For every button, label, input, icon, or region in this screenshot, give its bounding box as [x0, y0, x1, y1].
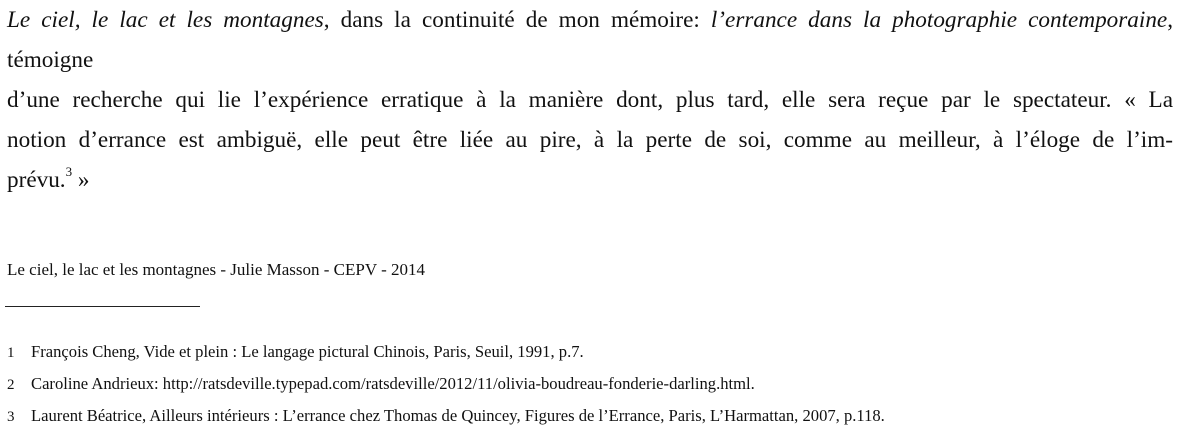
memoir-title: l’errance dans la photographie contemporaine	[710, 7, 1168, 33]
running-footer: Le ciel, le lac et les montagnes - Julie Masson - CEPV - 2014	[7, 260, 425, 279]
footnote-text: François Cheng, Vide et plein : Le langage pictural Chinois, Paris, Seuil, 1991, p.7.	[31, 342, 584, 361]
footnote-item	[7, 400, 885, 432]
footnote-reference[interactable]: 3	[65, 164, 73, 180]
paragraph-line-2: d’une recherche qui lie l’expérience erratique à la manière dont, plus tard, elle sera reçue par le spectateur. « La	[7, 87, 1173, 113]
footnote-number: 2	[7, 377, 15, 393]
footnote-number: 1	[7, 345, 15, 361]
body-paragraph	[7, 0, 1173, 200]
footnote-text: Caroline Andrieux: http://ratsdeville.typepad.com/ratsdeville/2012/11/olivia-boudreau-fonderie-darling.html.	[31, 374, 755, 393]
paragraph-line-3: notion d’errance est ambiguë, elle peut être liée au pire, à la perte de soi, comme au meilleur, à l’éloge de l’im-	[7, 127, 1173, 153]
footnotes-list	[7, 336, 885, 432]
footnote-text: Laurent Béatrice, Ailleurs intérieurs : L’errance chez Thomas de Quincey, Figures de l’Errance, Paris, L’Harmattan, 2007, p.118.	[31, 406, 885, 425]
paragraph-text: , dans la continuité de mon mémoire:	[323, 7, 711, 33]
closing-quote: »	[72, 167, 90, 193]
footnote-item	[7, 368, 885, 400]
paragraph-text: , témoigne	[7, 7, 1174, 73]
artwork-title: Le ciel, le lac et les montagnes	[7, 7, 324, 33]
footnote-item	[7, 336, 885, 368]
paragraph-line-4	[7, 160, 1173, 200]
paragraph-line-1	[7, 0, 1173, 80]
paragraph-text: prévu.	[7, 167, 66, 193]
footnote-number: 3	[7, 409, 15, 425]
footnote-separator	[5, 306, 200, 307]
